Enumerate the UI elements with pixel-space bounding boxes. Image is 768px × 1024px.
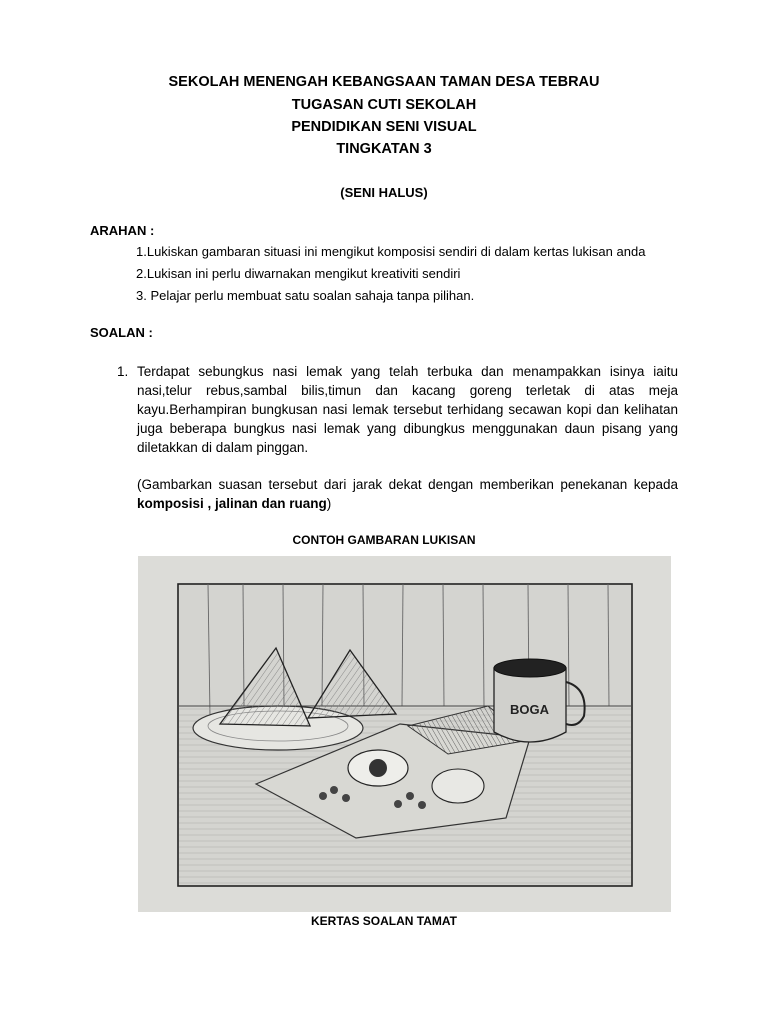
instruction-item: 1.Lukiskan gambaran situasi ini mengikut komposisi sendiri di dalam kertas lukisan anda bbox=[136, 244, 646, 259]
question-text: Terdapat sebungkus nasi lemak yang telah terbuka dan menampakkan isinya iaitu nasi,telur rebus,sambal bilis,timun dan kacang goreng terletak di atas meja kayu.Berhampiran bungkusan nasi lemak tersebut terhidang secawan kopi dan kelihatan juga beberapa bungkus nasi lemak yang dibungkus menggunakan daun pisang yang diletakkan di dalam pinggan. bbox=[137, 364, 678, 455]
note-emphasis: komposisi , jalinan dan ruang bbox=[137, 496, 327, 511]
instruction-item: 3. Pelajar perlu membuat satu soalan sahaja tanpa pilihan. bbox=[136, 288, 475, 303]
end-caption: KERTAS SOALAN TAMAT bbox=[311, 914, 457, 928]
example-sketch bbox=[138, 556, 671, 912]
cup-label: BOGA bbox=[510, 702, 549, 717]
instruction-item: 2.Lukisan ini perlu diwarnakan mengikut kreativiti sendiri bbox=[136, 266, 461, 281]
subject-title: PENDIDIKAN SENI VISUAL bbox=[291, 119, 477, 135]
question-note bbox=[137, 475, 678, 513]
arahan-heading: ARAHAN : bbox=[90, 223, 155, 238]
note-suffix: ) bbox=[326, 496, 332, 511]
category-title: (SENI HALUS) bbox=[340, 185, 428, 200]
level-title: TINGKATAN 3 bbox=[336, 141, 432, 157]
question-number: 1. bbox=[117, 364, 129, 379]
note-prefix: (Gambarkan suasan tersebut dari jarak dekat dengan memberikan penekanan kepada bbox=[137, 477, 678, 492]
coffee-surface bbox=[494, 659, 566, 677]
example-caption: CONTOH GAMBARAN LUKISAN bbox=[292, 533, 476, 547]
soalan-heading: SOALAN : bbox=[90, 325, 153, 340]
school-name: SEKOLAH MENENGAH KEBANGSAAN TAMAN DESA TEBRAU bbox=[168, 74, 600, 90]
assignment-title: TUGASAN CUTI SEKOLAH bbox=[291, 97, 477, 113]
egg-yolk bbox=[369, 759, 387, 777]
cucumber-slice bbox=[432, 769, 484, 803]
